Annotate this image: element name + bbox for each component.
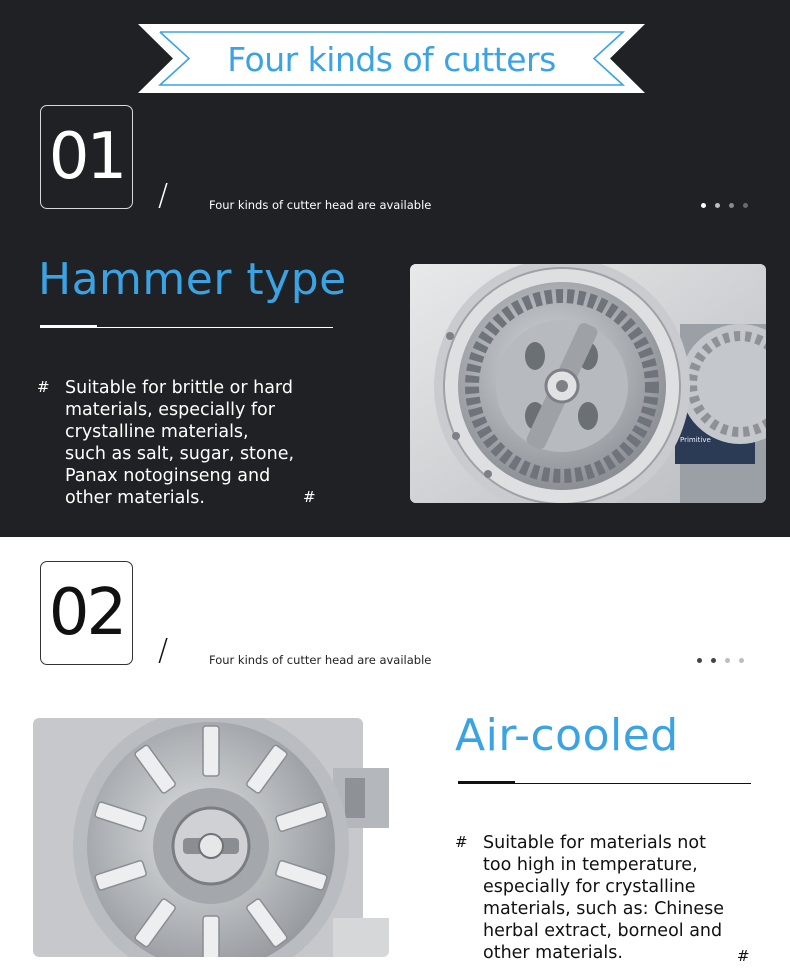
svg-text:Primitive: Primitive [680,436,711,444]
pagination-dot [701,203,706,208]
pagination-dots [697,658,744,663]
section-number-box: 02 [40,561,133,665]
pagination-dot [697,658,702,663]
hammer-cutter-photo [410,264,766,503]
pagination-dot [715,203,720,208]
section-caption: Four kinds of cutter head are available [209,653,432,667]
air-cooled-cutter-photo [33,718,389,957]
title-underline-accent [40,325,97,328]
cutter-type-title: Hammer type [38,254,347,305]
section-caption: Four kinds of cutter head are available [209,198,432,212]
description-line: materials, such as: Chinese [483,899,724,919]
title-banner [138,24,645,93]
slash-divider: / [158,178,169,213]
bullet-hash-close: # [737,947,750,965]
air-cooled-section [0,537,790,977]
description-line: other materials. [483,943,623,963]
description-line: Suitable for materials not [483,833,706,853]
description-line: Suitable for brittle or hard [65,378,293,398]
cutter-type-title: Air-cooled [455,710,679,761]
description-line: such as salt, sugar, stone, [65,444,295,464]
description-line: herbal extract, borneol and [483,921,723,941]
air-cooled-cutter-icon [33,718,389,957]
description-line: Panax notoginseng and [65,466,271,486]
bullet-hash-close: # [303,488,316,506]
bullet-hash-open: # [37,378,50,396]
description-line: materials, especially for [65,400,275,420]
description-line: crystalline materials, [65,422,249,442]
pagination-dot [729,203,734,208]
banner-title: Four kinds of cutters [227,40,556,79]
pagination-dots [701,203,748,208]
description-line: other materials. [65,488,205,508]
cutter-description [483,832,724,964]
description-line: too high in temperature, [483,855,698,875]
description-line: especially for crystalline [483,877,696,897]
pagination-dot [711,658,716,663]
cutter-description [65,377,294,509]
pagination-dot [725,658,730,663]
section-number-box: 01 [40,105,133,209]
slash-divider: / [158,633,169,668]
pagination-dot [739,658,744,663]
title-underline-accent [458,781,515,784]
pagination-dot [743,203,748,208]
hammer-cutter-icon [410,264,766,503]
bullet-hash-open: # [455,833,468,851]
